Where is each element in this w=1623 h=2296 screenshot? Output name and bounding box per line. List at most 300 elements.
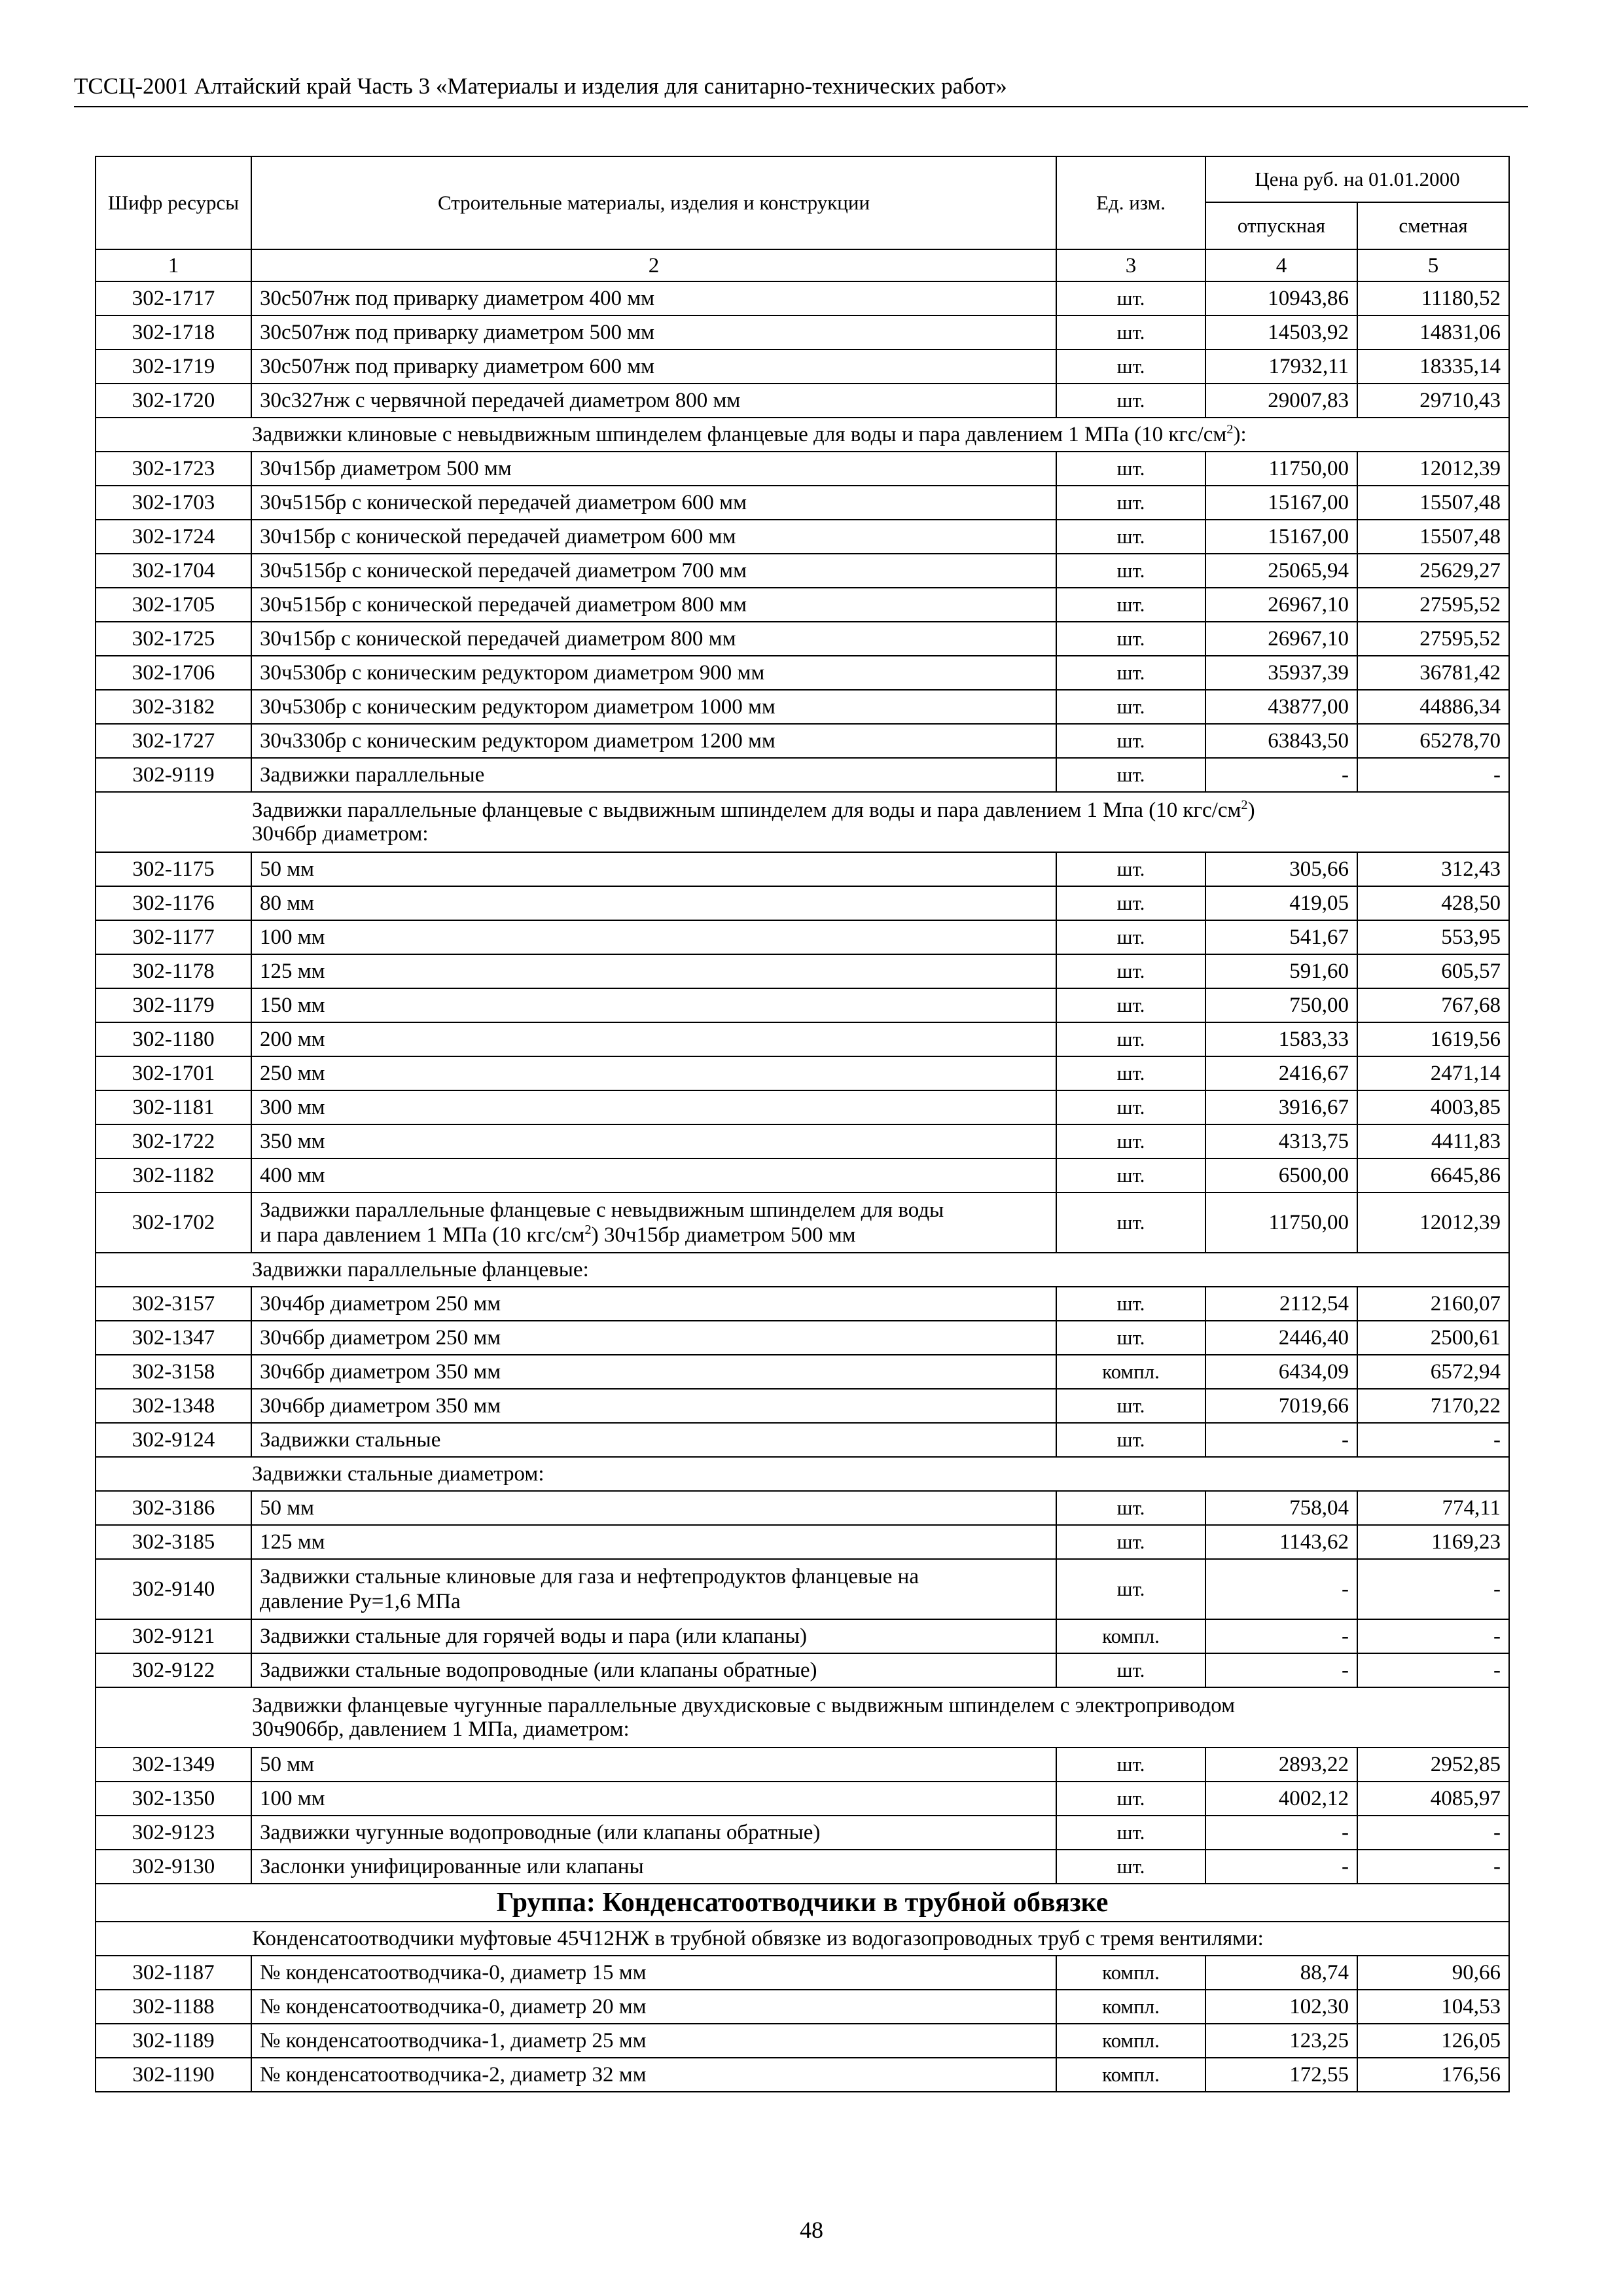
row-unit: шт. <box>1056 1389 1205 1423</box>
row-unit: шт. <box>1056 588 1205 622</box>
row-release-price: 123,25 <box>1205 2024 1357 2058</box>
row-unit: шт. <box>1056 554 1205 588</box>
superscript: 2 <box>1226 422 1234 437</box>
row-unit: шт. <box>1056 1423 1205 1457</box>
row-unit: шт. <box>1056 384 1205 418</box>
table-row <box>96 886 1509 920</box>
table-row <box>96 1321 1509 1355</box>
row-estimate-price: 126,05 <box>1357 2024 1509 2058</box>
row-code: 302-1727 <box>96 724 251 758</box>
row-release-price: 2893,22 <box>1205 1748 1357 1782</box>
table-row <box>96 486 1509 520</box>
row-name: 30ч15бр с конической передачей диаметром 600 мм <box>251 520 1056 554</box>
section-heading-line1: Задвижки фланцевые чугунные параллельные двухдисковые с выдвижным шпинделем с электроприводом <box>252 1694 1235 1717</box>
row-release-price: - <box>1205 1559 1357 1619</box>
row-unit: шт. <box>1056 520 1205 554</box>
table-row <box>96 1850 1509 1884</box>
row-estimate-price: 553,95 <box>1357 920 1509 954</box>
col-header-release-price: отпускная <box>1205 202 1357 249</box>
row-estimate-price: 27595,52 <box>1357 588 1509 622</box>
row-estimate-price: 12012,39 <box>1357 1193 1509 1253</box>
table-row <box>96 1056 1509 1090</box>
row-release-price: 305,66 <box>1205 852 1357 886</box>
row-estimate-price: 2160,07 <box>1357 1287 1509 1321</box>
row-unit: шт. <box>1056 954 1205 988</box>
row-name: 125 мм <box>251 954 1056 988</box>
row-estimate-price: 428,50 <box>1357 886 1509 920</box>
row-code: 302-1702 <box>96 1193 251 1253</box>
row-unit: шт. <box>1056 758 1205 792</box>
table-row <box>96 1090 1509 1124</box>
row-unit: шт. <box>1056 852 1205 886</box>
section-heading: Задвижки параллельные фланцевые: <box>96 1253 1509 1287</box>
row-code: 302-1187 <box>96 1956 251 1990</box>
table-row <box>96 554 1509 588</box>
page-number: 48 <box>800 2217 823 2243</box>
row-name-line2: давление Ру=1,6 МПа <box>260 1590 461 1613</box>
row-code: 302-1725 <box>96 622 251 656</box>
row-estimate-price: 29710,43 <box>1357 384 1509 418</box>
table-row <box>96 1782 1509 1816</box>
row-release-price: 419,05 <box>1205 886 1357 920</box>
section-heading: Конденсатоотводчики муфтовые 45Ч12НЖ в трубной обвязке из водогазопроводных труб с тремя вентилями: <box>96 1922 1509 1956</box>
row-name: Задвижки стальные водопроводные (или клапаны обратные) <box>251 1653 1056 1687</box>
col-header-estimate-price: сметная <box>1357 202 1509 249</box>
row-unit: компл. <box>1056 1956 1205 1990</box>
row-unit: шт. <box>1056 622 1205 656</box>
row-estimate-price: 7170,22 <box>1357 1389 1509 1423</box>
row-release-price: 26967,10 <box>1205 622 1357 656</box>
section-row <box>96 1922 1509 1956</box>
row-name-line1: Задвижки параллельные фланцевые с невыдвижным шпинделем для воды <box>260 1198 944 1222</box>
row-code: 302-1175 <box>96 852 251 886</box>
row-estimate-price: - <box>1357 758 1509 792</box>
row-unit: шт. <box>1056 920 1205 954</box>
row-estimate-price: - <box>1357 1559 1509 1619</box>
row-release-price: 591,60 <box>1205 954 1357 988</box>
row-unit: шт. <box>1056 1056 1205 1090</box>
row-name <box>251 1559 1056 1619</box>
row-unit: шт. <box>1056 1287 1205 1321</box>
row-unit: компл. <box>1056 2058 1205 2092</box>
row-release-price: 3916,67 <box>1205 1090 1357 1124</box>
row-name: 400 мм <box>251 1158 1056 1193</box>
row-estimate-price: 4411,83 <box>1357 1124 1509 1158</box>
row-unit: шт. <box>1056 1321 1205 1355</box>
page-header-title: ТССЦ-2001 Алтайский край Часть 3 «Материалы и изделия для санитарно-технических работ» <box>74 73 1007 99</box>
group-row <box>96 1884 1509 1922</box>
row-code: 302-1350 <box>96 1782 251 1816</box>
column-number: 4 <box>1205 249 1357 281</box>
row-estimate-price: 11180,52 <box>1357 281 1509 315</box>
row-name: 30с507нж под приварку диаметром 400 мм <box>251 281 1056 315</box>
row-release-price: 750,00 <box>1205 988 1357 1022</box>
row-estimate-price: 605,57 <box>1357 954 1509 988</box>
table-row <box>96 1653 1509 1687</box>
row-unit: компл. <box>1056 1355 1205 1389</box>
row-unit: шт. <box>1056 1090 1205 1124</box>
row-release-price: 7019,66 <box>1205 1389 1357 1423</box>
row-code: 302-1703 <box>96 486 251 520</box>
row-name: 30ч4бр диаметром 250 мм <box>251 1287 1056 1321</box>
row-release-price: - <box>1205 1423 1357 1457</box>
row-unit: шт. <box>1056 988 1205 1022</box>
row-name: 50 мм <box>251 852 1056 886</box>
table-row <box>96 1748 1509 1782</box>
row-estimate-price: 1169,23 <box>1357 1525 1509 1559</box>
row-estimate-price: 36781,42 <box>1357 656 1509 690</box>
row-name: 350 мм <box>251 1124 1056 1158</box>
row-code: 302-1704 <box>96 554 251 588</box>
row-code: 302-1720 <box>96 384 251 418</box>
superscript: 2 <box>1241 798 1248 812</box>
section-heading: Задвижки стальные диаметром: <box>96 1457 1509 1491</box>
row-name: 30ч530бр с коническим редуктором диаметром 900 мм <box>251 656 1056 690</box>
table-row <box>96 622 1509 656</box>
row-name-line2: и пара давлением 1 МПа (10 кгс/см <box>260 1223 585 1247</box>
table-row <box>96 1491 1509 1525</box>
table-row <box>96 988 1509 1022</box>
row-unit: шт. <box>1056 1193 1205 1253</box>
table-row <box>96 1423 1509 1457</box>
row-release-price: 541,67 <box>1205 920 1357 954</box>
row-code: 302-1182 <box>96 1158 251 1193</box>
row-code: 302-1718 <box>96 315 251 350</box>
row-name: 100 мм <box>251 920 1056 954</box>
row-release-price: - <box>1205 1816 1357 1850</box>
row-estimate-price: 2500,61 <box>1357 1321 1509 1355</box>
row-name: 30с507нж под приварку диаметром 500 мм <box>251 315 1056 350</box>
row-release-price: 14503,92 <box>1205 315 1357 350</box>
row-name: 30ч515бр с конической передачей диаметром 700 мм <box>251 554 1056 588</box>
row-name: Задвижки чугунные водопроводные (или клапаны обратные) <box>251 1816 1056 1850</box>
row-name: 300 мм <box>251 1090 1056 1124</box>
row-unit: шт. <box>1056 690 1205 724</box>
row-code: 302-9124 <box>96 1423 251 1457</box>
row-name: 250 мм <box>251 1056 1056 1090</box>
row-release-price: 2446,40 <box>1205 1321 1357 1355</box>
table-row <box>96 1990 1509 2024</box>
row-unit: шт. <box>1056 1124 1205 1158</box>
row-unit: шт. <box>1056 886 1205 920</box>
table-row <box>96 1619 1509 1653</box>
row-release-price: 88,74 <box>1205 1956 1357 1990</box>
table-row <box>96 1158 1509 1193</box>
row-release-price: 4002,12 <box>1205 1782 1357 1816</box>
table-row <box>96 1525 1509 1559</box>
row-estimate-price: 6572,94 <box>1357 1355 1509 1389</box>
row-estimate-price: - <box>1357 1850 1509 1884</box>
row-name: № конденсатоотводчика-1, диаметр 25 мм <box>251 2024 1056 2058</box>
row-estimate-price: 18335,14 <box>1357 350 1509 384</box>
row-release-price: 6434,09 <box>1205 1355 1357 1389</box>
table-row <box>96 1956 1509 1990</box>
row-code: 302-9123 <box>96 1816 251 1850</box>
row-estimate-price: 104,53 <box>1357 1990 1509 2024</box>
row-name: 100 мм <box>251 1782 1056 1816</box>
table-row <box>96 1389 1509 1423</box>
price-table <box>95 156 1510 2092</box>
row-estimate-price: 2471,14 <box>1357 1056 1509 1090</box>
row-name: Задвижки параллельные <box>251 758 1056 792</box>
row-release-price: 1583,33 <box>1205 1022 1357 1056</box>
row-release-price: 15167,00 <box>1205 486 1357 520</box>
row-code: 302-1706 <box>96 656 251 690</box>
row-release-price: - <box>1205 758 1357 792</box>
row-name: 50 мм <box>251 1748 1056 1782</box>
row-name: 30с327нж с червячной передачей диаметром 800 мм <box>251 384 1056 418</box>
row-unit: шт. <box>1056 281 1205 315</box>
row-code: 302-1190 <box>96 2058 251 2092</box>
row-unit: шт. <box>1056 452 1205 486</box>
row-release-price: 15167,00 <box>1205 520 1357 554</box>
row-code: 302-1724 <box>96 520 251 554</box>
row-name: Задвижки стальные <box>251 1423 1056 1457</box>
table-row <box>96 1816 1509 1850</box>
table-row <box>96 656 1509 690</box>
row-estimate-price: 2952,85 <box>1357 1748 1509 1782</box>
row-name: 30ч330бр с коническим редуктором диаметром 1200 мм <box>251 724 1056 758</box>
row-unit: шт. <box>1056 1653 1205 1687</box>
row-name: 30с507нж под приварку диаметром 600 мм <box>251 350 1056 384</box>
row-code: 302-1717 <box>96 281 251 315</box>
row-code: 302-9121 <box>96 1619 251 1653</box>
row-code: 302-1347 <box>96 1321 251 1355</box>
row-estimate-price: 15507,48 <box>1357 486 1509 520</box>
row-unit: компл. <box>1056 1990 1205 2024</box>
row-unit: шт. <box>1056 1850 1205 1884</box>
row-code: 302-3186 <box>96 1491 251 1525</box>
row-code: 302-1179 <box>96 988 251 1022</box>
row-estimate-price: 65278,70 <box>1357 724 1509 758</box>
col-header-code: Шифр ресурсы <box>96 156 251 249</box>
row-name-line2-tail: ) 30ч15бр диаметром 500 мм <box>591 1223 856 1247</box>
row-unit: шт. <box>1056 486 1205 520</box>
row-estimate-price: 44886,34 <box>1357 690 1509 724</box>
row-code: 302-1723 <box>96 452 251 486</box>
table-row <box>96 281 1509 315</box>
row-name: 150 мм <box>251 988 1056 1022</box>
row-code: 302-1188 <box>96 1990 251 2024</box>
row-release-price: - <box>1205 1850 1357 1884</box>
row-code: 302-1349 <box>96 1748 251 1782</box>
table-row <box>96 520 1509 554</box>
table-row <box>96 588 1509 622</box>
table-row <box>96 452 1509 486</box>
row-estimate-price: 14831,06 <box>1357 315 1509 350</box>
row-release-price: 25065,94 <box>1205 554 1357 588</box>
table-row <box>96 2058 1509 2092</box>
table-row <box>96 315 1509 350</box>
row-unit: шт. <box>1056 1559 1205 1619</box>
row-name: 30ч6бр диаметром 250 мм <box>251 1321 1056 1355</box>
table-row <box>96 758 1509 792</box>
row-release-price: - <box>1205 1653 1357 1687</box>
col-header-price: Цена руб. на 01.01.2000 <box>1205 156 1509 202</box>
row-release-price: 6500,00 <box>1205 1158 1357 1193</box>
row-unit: шт. <box>1056 1491 1205 1525</box>
section-row <box>96 418 1509 452</box>
row-release-price: 102,30 <box>1205 1990 1357 2024</box>
row-unit: шт. <box>1056 350 1205 384</box>
row-name: 30ч6бр диаметром 350 мм <box>251 1389 1056 1423</box>
table-row <box>96 1193 1509 1253</box>
row-release-price: 2416,67 <box>1205 1056 1357 1090</box>
row-estimate-price: - <box>1357 1816 1509 1850</box>
row-code: 302-1705 <box>96 588 251 622</box>
row-unit: шт. <box>1056 1816 1205 1850</box>
row-estimate-price: 4003,85 <box>1357 1090 1509 1124</box>
header-rule <box>74 106 1528 107</box>
section-row <box>96 1253 1509 1287</box>
row-name: 125 мм <box>251 1525 1056 1559</box>
table-row <box>96 954 1509 988</box>
row-unit: шт. <box>1056 315 1205 350</box>
row-code: 302-9122 <box>96 1653 251 1687</box>
column-number: 5 <box>1357 249 1509 281</box>
row-name: 30ч6бр диаметром 350 мм <box>251 1355 1056 1389</box>
row-name: № конденсатоотводчика-2, диаметр 32 мм <box>251 2058 1056 2092</box>
row-release-price: 26967,10 <box>1205 588 1357 622</box>
row-name: 30ч15бр с конической передачей диаметром 800 мм <box>251 622 1056 656</box>
row-estimate-price: 25629,27 <box>1357 554 1509 588</box>
table-row <box>96 2024 1509 2058</box>
table-row <box>96 1124 1509 1158</box>
section-heading <box>96 418 1509 452</box>
row-release-price: 63843,50 <box>1205 724 1357 758</box>
row-unit: компл. <box>1056 2024 1205 2058</box>
row-release-price: 43877,00 <box>1205 690 1357 724</box>
row-unit: шт. <box>1056 1022 1205 1056</box>
row-release-price: 2112,54 <box>1205 1287 1357 1321</box>
column-number: 1 <box>96 249 251 281</box>
row-unit: шт. <box>1056 1782 1205 1816</box>
row-release-price: 1143,62 <box>1205 1525 1357 1559</box>
table-row <box>96 1355 1509 1389</box>
row-name: 30ч515бр с конической передачей диаметром 800 мм <box>251 588 1056 622</box>
row-name: 50 мм <box>251 1491 1056 1525</box>
section-heading-text: Задвижки клиновые с невыдвижным шпинделем фланцевые для воды и пара давлением 1 МПа (10 кгс/см <box>252 423 1227 446</box>
row-code: 302-9130 <box>96 1850 251 1884</box>
column-number: 3 <box>1056 249 1205 281</box>
section-heading-line2: 30ч906бр, давлением 1 МПа, диаметром: <box>252 1717 630 1741</box>
row-estimate-price: 767,68 <box>1357 988 1509 1022</box>
row-unit: шт. <box>1056 1525 1205 1559</box>
row-estimate-price: 15507,48 <box>1357 520 1509 554</box>
row-estimate-price: 27595,52 <box>1357 622 1509 656</box>
table-row <box>96 1022 1509 1056</box>
row-estimate-price: 312,43 <box>1357 852 1509 886</box>
row-code: 302-3158 <box>96 1355 251 1389</box>
row-code: 302-1178 <box>96 954 251 988</box>
table-row <box>96 350 1509 384</box>
row-unit: шт. <box>1056 656 1205 690</box>
row-estimate-price: 12012,39 <box>1357 452 1509 486</box>
row-code: 302-1181 <box>96 1090 251 1124</box>
row-release-price: 172,55 <box>1205 2058 1357 2092</box>
section-heading <box>96 1687 1509 1748</box>
row-release-price: 35937,39 <box>1205 656 1357 690</box>
row-code: 302-3157 <box>96 1287 251 1321</box>
row-name: № конденсатоотводчика-0, диаметр 15 мм <box>251 1956 1056 1990</box>
row-name: Заслонки унифицированные или клапаны <box>251 1850 1056 1884</box>
col-header-unit: Ед. изм. <box>1056 156 1205 249</box>
row-code: 302-3182 <box>96 690 251 724</box>
row-release-price: 29007,83 <box>1205 384 1357 418</box>
row-code: 302-1719 <box>96 350 251 384</box>
row-name <box>251 1193 1056 1253</box>
section-heading-text: Задвижки параллельные фланцевые с выдвижным шпинделем для воды и пара давлением 1 Мпа (10 кгс/см <box>252 798 1241 822</box>
row-release-price: 10943,86 <box>1205 281 1357 315</box>
table-row <box>96 724 1509 758</box>
table-row <box>96 1287 1509 1321</box>
row-estimate-price: - <box>1357 1423 1509 1457</box>
table-row <box>96 920 1509 954</box>
row-estimate-price: 1619,56 <box>1357 1022 1509 1056</box>
row-estimate-price: - <box>1357 1653 1509 1687</box>
column-number-row <box>96 249 1509 281</box>
row-code: 302-9140 <box>96 1559 251 1619</box>
row-name: 30ч515бр с конической передачей диаметром 600 мм <box>251 486 1056 520</box>
table-row <box>96 1559 1509 1619</box>
section-row <box>96 1687 1509 1748</box>
table-row <box>96 690 1509 724</box>
table-row <box>96 384 1509 418</box>
row-code: 302-3185 <box>96 1525 251 1559</box>
section-row <box>96 1457 1509 1491</box>
row-code: 302-1701 <box>96 1056 251 1090</box>
section-heading-tail: ): <box>1233 423 1247 446</box>
row-estimate-price: 774,11 <box>1357 1491 1509 1525</box>
row-name: Задвижки стальные для горячей воды и пара (или клапаны) <box>251 1619 1056 1653</box>
row-code: 302-1180 <box>96 1022 251 1056</box>
row-code: 302-1177 <box>96 920 251 954</box>
row-release-price: 11750,00 <box>1205 1193 1357 1253</box>
col-header-name: Строительные материалы, изделия и конструкции <box>251 156 1056 249</box>
row-code: 302-1722 <box>96 1124 251 1158</box>
row-unit: шт. <box>1056 1158 1205 1193</box>
group-title: Группа: Конденсатоотводчики в трубной обвязке <box>96 1884 1509 1922</box>
row-estimate-price: 90,66 <box>1357 1956 1509 1990</box>
row-release-price: - <box>1205 1619 1357 1653</box>
row-estimate-price: 4085,97 <box>1357 1782 1509 1816</box>
section-heading <box>96 792 1509 852</box>
row-name: 80 мм <box>251 886 1056 920</box>
superscript: 2 <box>584 1223 592 1237</box>
row-estimate-price: - <box>1357 1619 1509 1653</box>
row-estimate-price: 176,56 <box>1357 2058 1509 2092</box>
row-unit: компл. <box>1056 1619 1205 1653</box>
row-release-price: 4313,75 <box>1205 1124 1357 1158</box>
row-unit: шт. <box>1056 724 1205 758</box>
row-release-price: 17932,11 <box>1205 350 1357 384</box>
row-name: № конденсатоотводчика-0, диаметр 20 мм <box>251 1990 1056 2024</box>
row-name: 200 мм <box>251 1022 1056 1056</box>
row-name: 30ч530бр с коническим редуктором диаметром 1000 мм <box>251 690 1056 724</box>
table-row <box>96 852 1509 886</box>
section-row <box>96 792 1509 852</box>
row-code: 302-1189 <box>96 2024 251 2058</box>
row-name-line1: Задвижки стальные клиновые для газа и нефтепродуктов фланцевые на <box>260 1565 919 1588</box>
column-number: 2 <box>251 249 1056 281</box>
section-heading-tail: ) <box>1247 798 1255 822</box>
row-code: 302-1176 <box>96 886 251 920</box>
row-unit: шт. <box>1056 1748 1205 1782</box>
row-name: 30ч15бр диаметром 500 мм <box>251 452 1056 486</box>
row-code: 302-9119 <box>96 758 251 792</box>
row-estimate-price: 6645,86 <box>1357 1158 1509 1193</box>
row-release-price: 11750,00 <box>1205 452 1357 486</box>
